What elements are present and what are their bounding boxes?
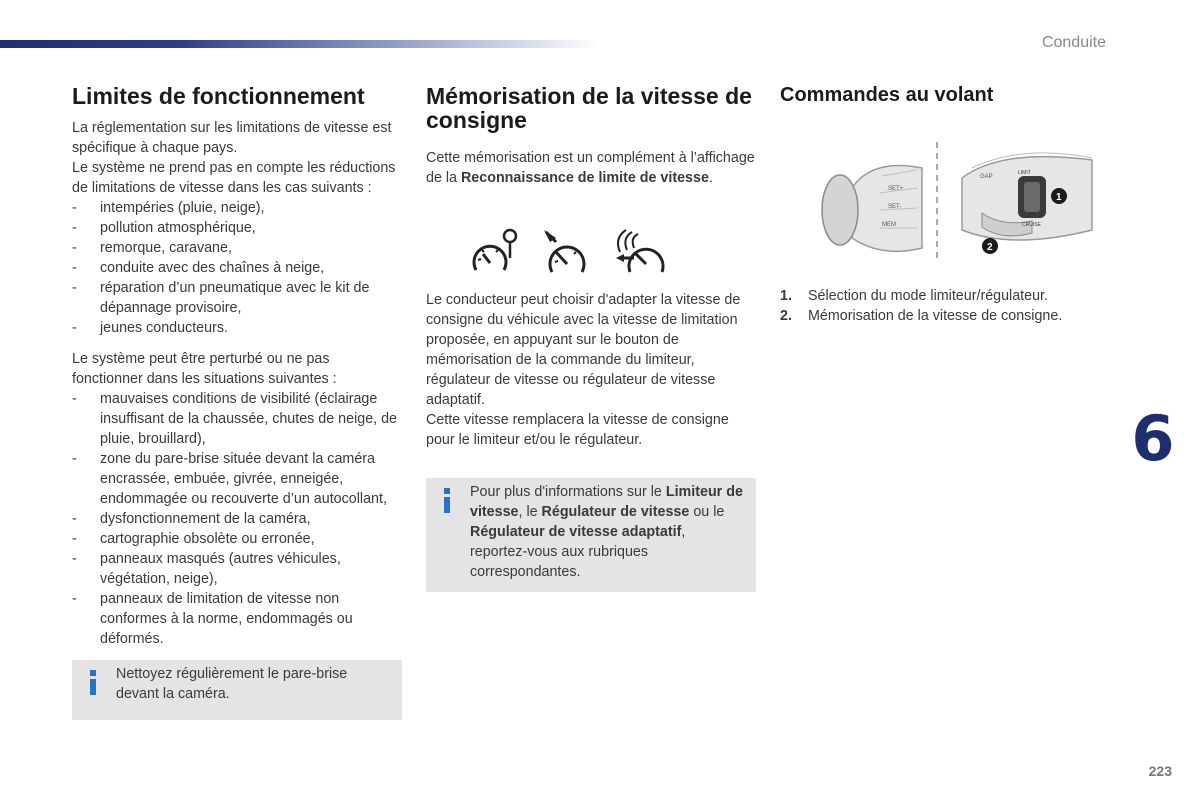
reduction-cases-list (72, 198, 402, 338)
adaptive-cruise-control-icon (614, 228, 670, 278)
paragraph: La réglementation sur les limitations de vitesse est spécifique à chaque pays. (72, 120, 392, 156)
section-title-limits: Limites de fonctionnement (72, 83, 365, 109)
paragraph: Cette vitesse remplacera la vitesse de consigne pour le limiteur et/ou le régulateur. (426, 412, 729, 448)
bold-term: Régulateur de vitesse adaptatif (470, 524, 682, 540)
illus-label-limit: LIMIT (1018, 170, 1031, 176)
speed-limiter-icon (470, 228, 520, 278)
header-gradient-bar (0, 40, 600, 48)
steering-stalk-illustration (812, 138, 1102, 264)
item-number: 2. (780, 308, 792, 324)
section-title-steering-controls: Commandes au volant (780, 84, 994, 106)
list-item: - pollution atmosphérique, (72, 218, 402, 238)
paragraph (426, 148, 756, 188)
text-run: ou le (689, 504, 725, 520)
bold-term: Limiteur de vitesse (470, 484, 743, 520)
illus-label-cruise: CRUISE (1022, 222, 1041, 228)
illus-label-set-plus: SET+ (888, 186, 904, 192)
bold-term: Régulateur de vitesse (541, 504, 690, 520)
page-number: 223 (1148, 763, 1172, 779)
list-item: - mauvaises conditions de visibilité (éclairage insuffisant de la chaussée, chutes de neige, de pluie, brouillard), (72, 389, 402, 449)
paragraph: Le système peut être perturbé ou ne pas fonctionner dans les situations suivantes : (72, 351, 337, 387)
list-item: - réparation d’un pneumatique avec le kit de dépannage provisoire, (72, 278, 402, 318)
note-text: Nettoyez régulièrement le pare-brise devant la caméra. (116, 666, 348, 702)
list-item (780, 286, 1110, 306)
column-steering-controls (780, 80, 1110, 326)
column-limits (72, 80, 402, 720)
illus-label-set-minus: SET- (888, 204, 902, 210)
list-item: - panneaux de limitation de vitesse non conformes à la norme, endommagés ou déformés. (72, 589, 402, 649)
illus-label-mem: MEM (882, 222, 896, 228)
text-run: . (708, 170, 713, 186)
callout-1: 1 (1056, 192, 1062, 203)
text-run: Pour plus d'informations sur le (470, 484, 666, 500)
paragraph: Le conducteur peut choisir d'adapter la vitesse de consigne du véhicule avec la vitesse de limitation proposée, en appuyant sur le bouton de mémorisation de la commande du limiteur, régulateur de vitesse ou régulateur de vitesse adaptatif. (426, 292, 741, 408)
list-item: - jeunes conducteurs. (72, 318, 402, 338)
info-note-camera (72, 660, 402, 720)
item-text: Mémorisation de la vitesse de consigne. (808, 308, 1063, 324)
text-run: , le (518, 504, 542, 520)
list-item: - zone du pare-brise située devant la caméra encrassée, embuée, givrée, enneigée, endommagée ou recouverte d’un autocollant, (72, 449, 402, 509)
list-item: - intempéries (pluie, neige), (72, 198, 402, 218)
list-item: - panneaux masqués (autres véhicules, végétation, neige), (72, 549, 402, 589)
text-run: , reportez-vous aux rubriques correspondantes. (470, 524, 686, 580)
chapter-number: 6 (1131, 402, 1175, 475)
column-memorisation (426, 80, 756, 592)
info-note-references (426, 478, 756, 592)
disturbance-cases-list (72, 389, 402, 649)
cruise-control-icon (542, 228, 592, 278)
bold-term: Reconnaissance de limite de vitesse (460, 170, 709, 186)
speed-control-icons (470, 228, 756, 278)
stalk-right-view (962, 153, 1092, 254)
paragraph: Le système ne prend pas en compte les réductions de limitations de vitesse dans les cas suivants : (72, 160, 396, 196)
list-item: - dysfonctionnement de la caméra, (72, 509, 402, 529)
list-item (780, 306, 1110, 326)
section-label: Conduite (1041, 34, 1106, 51)
controls-legend-list (780, 286, 1110, 326)
item-text: Sélection du mode limiteur/régulateur. (808, 288, 1049, 304)
list-item: - conduite avec des chaînes à neige, (72, 258, 402, 278)
note-text (470, 482, 746, 582)
info-icon (86, 670, 100, 696)
stalk-left-view (822, 166, 922, 252)
section-title-memorisation: Mémorisation de la vitesse de consigne (426, 83, 752, 133)
item-number: 1. (780, 288, 792, 304)
list-item: - remorque, caravane, (72, 238, 402, 258)
info-icon (440, 488, 454, 514)
illus-label-gap: GAP (980, 174, 993, 180)
list-item: - cartographie obsolète ou erronée, (72, 529, 402, 549)
callout-2: 2 (987, 242, 993, 253)
text-run: Cette mémorisation est un complément à l’affichage de la (426, 150, 755, 186)
